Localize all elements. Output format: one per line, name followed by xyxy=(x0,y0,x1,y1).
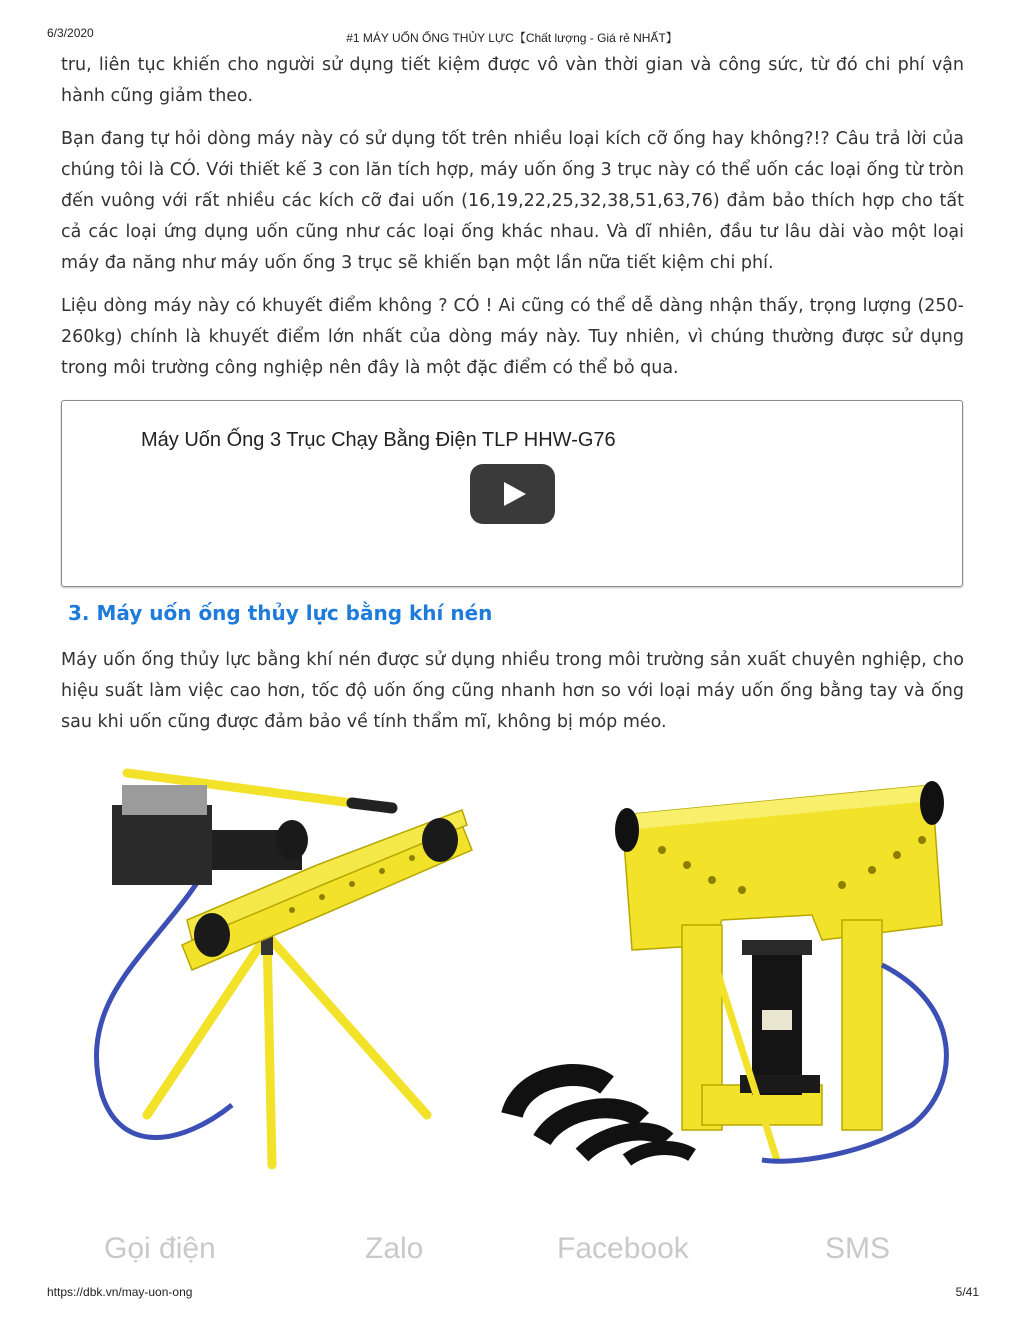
paragraph-sizes: Bạn đang tự hỏi dòng máy này có sử dụng tốt trên nhiều loại kích cỡ ống hay không?!? Câu trả lời của chúng tôi là CÓ. Với thiết kế 3 con lăn tích hợp, máy uốn ống 3 trục này có thể uốn các loại ống từ tròn đến vuông với rất nhiều các kích cỡ đai uốn (16,19,22,25,32,38,51,63,76) đảm bảo thích hợp cho tất cả các loại ứng dụng uốn cũng như các loại ống khác nhau. Và dĩ nhiên, đầu tư lâu dài vào một loại máy đa năng như máy uốn ống 3 trục sẽ khiến bạn một lần nữa tiết kiệm chi phí. xyxy=(61,129,964,273)
sms-button[interactable]: SMS xyxy=(825,1232,891,1265)
contact-bar xyxy=(0,1232,1024,1276)
page-url: https://dbk.vn/may-uon-ong xyxy=(47,1285,193,1299)
print-header xyxy=(0,26,1024,44)
article-body-2 xyxy=(61,645,964,738)
print-title: #1 MÁY UỐN ỐNG THỦY LỰC【Chất lượng - Giá rẻ NHẤT】 xyxy=(346,31,678,45)
product-photo xyxy=(62,745,967,1175)
video-title[interactable]: Máy Uốn Ống 3 Trục Chạy Bằng Điện TLP HHW-G76 xyxy=(141,429,616,451)
video-embed[interactable] xyxy=(61,400,963,587)
article-body xyxy=(61,50,964,384)
zalo-button[interactable]: Zalo xyxy=(365,1232,424,1265)
facebook-button[interactable]: Facebook xyxy=(557,1232,689,1265)
paragraph-intro-continued: tru, liên tục khiến cho người sử dụng tiết kiệm được vô vàn thời gian và công sức, từ đó chi phí vận hành cũng giảm theo. xyxy=(61,55,964,106)
paragraph-weakness: Liệu dòng máy này có khuyết điểm không ? CÓ ! Ai cũng có thể dễ dàng nhận thấy, trọng lượng (250-260kg) chính là khuyết điểm lớn nhất của dòng máy này. Tuy nhiên, vì chúng thường được sử dụng trong môi trường công nghiệp nên đây là một đặc điểm có thể bỏ qua. xyxy=(61,296,964,378)
page-number: 5/41 xyxy=(955,1285,979,1299)
print-date: 6/3/2020 xyxy=(47,26,94,40)
play-button[interactable] xyxy=(470,464,555,524)
pipe-bender-illustration xyxy=(62,745,967,1175)
section-heading: 3. Máy uốn ống thủy lực bằng khí nén xyxy=(68,601,493,625)
play-icon xyxy=(470,464,555,524)
call-button[interactable]: Gọi điện xyxy=(104,1232,216,1265)
paragraph-pneumatic: Máy uốn ống thủy lực bằng khí nén được sử dụng nhiều trong môi trường sản xuất chuyên nghiệp, cho hiệu suất làm việc cao hơn, tốc độ uốn ống cũng nhanh hơn so với loại máy uốn ống bằng tay và ống sau khi uốn cũng được đảm bảo về tính thẩm mĩ, không bị móp méo. xyxy=(61,650,964,732)
